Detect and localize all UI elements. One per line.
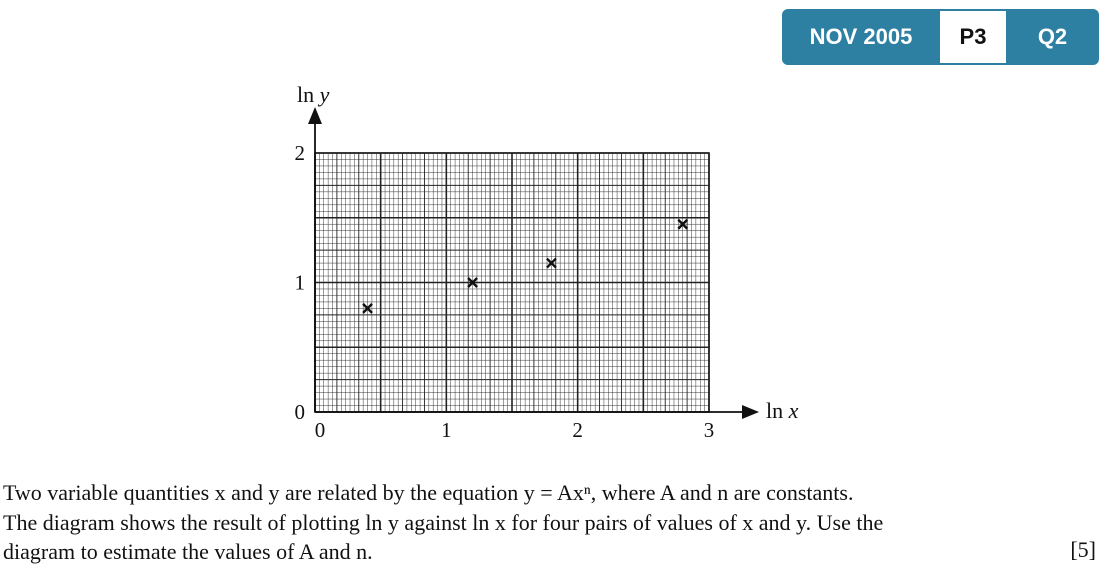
x-tick-label: 1 xyxy=(441,418,452,442)
question-number-label: Q2 xyxy=(1037,24,1068,49)
y-tick-label: 1 xyxy=(294,270,305,295)
question-line-2: The diagram shows the result of plotting ln y against ln x for four pairs of values of x and y. Use the xyxy=(3,509,884,535)
x-tick-label: 0 xyxy=(314,418,326,442)
question-line-3: diagram to estimate the values of A and n. xyxy=(3,539,373,564)
x-axis-arrow xyxy=(742,405,759,419)
question-text xyxy=(3,478,1096,567)
marks-label: [5] xyxy=(1070,537,1096,562)
y-axis-label: ln y xyxy=(297,82,330,107)
y-tick-label: 0 xyxy=(294,400,305,424)
x-tick-label: 2 xyxy=(572,418,583,442)
exam-session-label: NOV 2005 xyxy=(809,24,913,49)
grid xyxy=(315,153,709,412)
y-axis-arrow xyxy=(308,107,322,124)
x-tick-label: 3 xyxy=(703,418,715,442)
y-tick-label: 2 xyxy=(294,141,305,165)
paper-number-label: P3 xyxy=(940,11,1006,63)
question-line-1: Two variable quantities x and y are related by the equation y = Axⁿ, where A and n are constants. xyxy=(3,480,854,505)
tick-labels xyxy=(295,141,715,442)
x-axis-label: ln x xyxy=(766,398,799,423)
